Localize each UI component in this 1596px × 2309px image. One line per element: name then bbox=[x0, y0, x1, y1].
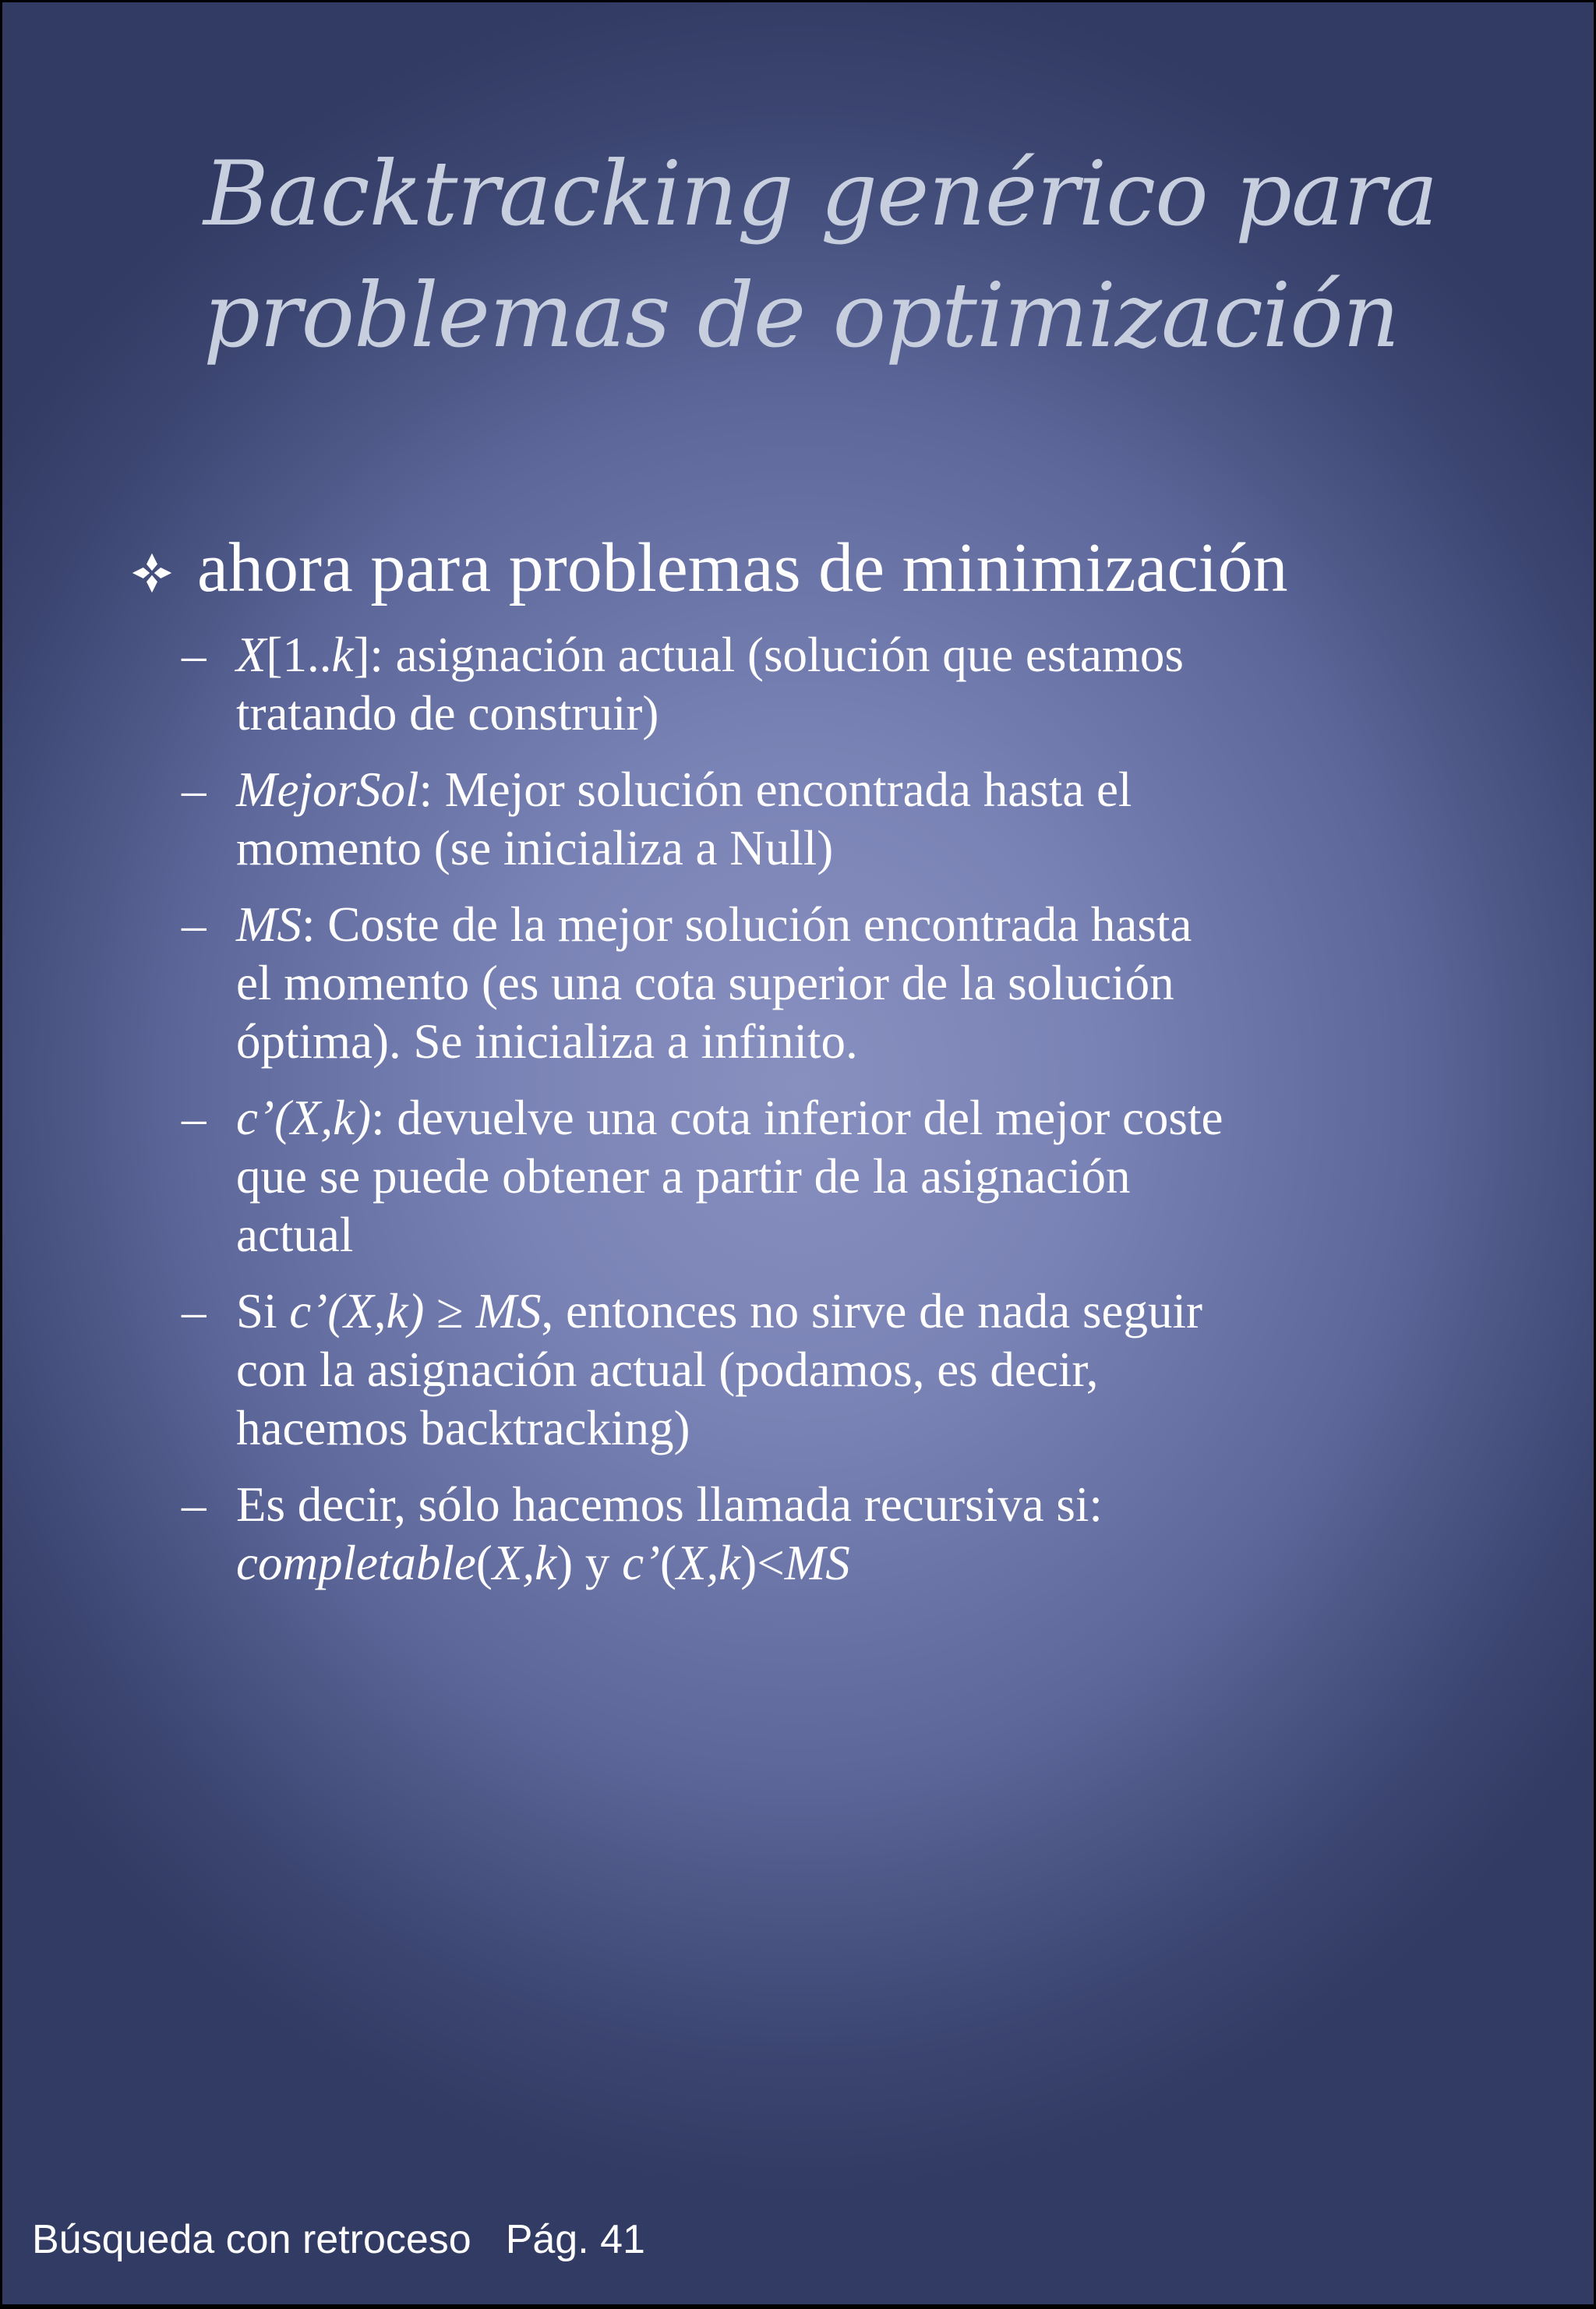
sub-bullet-line: completable(X,k) y c’(X,k)<MS bbox=[236, 1536, 850, 1590]
sub-bullet-line: con la asignación actual (podamos, es decir, bbox=[236, 1342, 1099, 1397]
dash-marker: – bbox=[182, 897, 207, 952]
sub-bullet-lower-bound bbox=[182, 1089, 1577, 1264]
sub-bullet-ms bbox=[182, 896, 1577, 1071]
dash-marker: – bbox=[182, 628, 207, 682]
page-number: Pág. 41 bbox=[505, 2217, 645, 2262]
diamond-bullet-icon bbox=[130, 551, 174, 595]
sub-bullet-mejorsol bbox=[182, 761, 1577, 878]
sub-bullet-line: que se puede obtener a partir de la asignación bbox=[236, 1149, 1131, 1204]
dash-marker: – bbox=[182, 1477, 207, 1532]
sub-bullet-line: el momento (es una cota superior de la solución bbox=[236, 956, 1174, 1010]
sub-bullet-line: hacemos backtracking) bbox=[236, 1401, 690, 1455]
sub-bullet-line: MS: Coste de la mejor solución encontrada hasta bbox=[236, 897, 1192, 952]
title-line-2: problemas de optimización bbox=[203, 263, 1400, 367]
sub-bullet-line: óptima). Se inicializa a infinito. bbox=[236, 1014, 858, 1069]
slide-title bbox=[203, 133, 1544, 377]
main-bullet-text: ahora para problemas de minimización bbox=[197, 529, 1288, 606]
dash-marker: – bbox=[182, 762, 207, 817]
sub-bullet-line: actual bbox=[236, 1208, 354, 1262]
sub-bullet-line: Es decir, sólo hacemos llamada recursiva si: bbox=[236, 1477, 1103, 1532]
sub-bullet-list bbox=[182, 626, 1577, 1611]
sub-bullet-line: MejorSol: Mejor solución encontrada hasta el bbox=[236, 762, 1132, 817]
sub-bullet-line: c’(X,k): devuelve una cota inferior del mejor coste bbox=[236, 1091, 1223, 1145]
dash-marker: – bbox=[182, 1284, 207, 1338]
sub-bullet-line: momento (se inicializa a Null) bbox=[236, 821, 834, 875]
sub-bullet-line: Si c’(X,k) ≥ MS, entonces no sirve de nada seguir bbox=[236, 1284, 1202, 1338]
slide-footer bbox=[32, 2216, 645, 2263]
sub-bullet-line: tratando de construir) bbox=[236, 686, 659, 741]
footer-section-title: Búsqueda con retroceso bbox=[32, 2217, 471, 2262]
title-line-1: Backtracking genérico para bbox=[203, 142, 1438, 246]
slide bbox=[2, 2, 1594, 2304]
sub-bullet-x bbox=[182, 626, 1577, 743]
dash-marker: – bbox=[182, 1091, 207, 1145]
sub-bullet-pruning bbox=[182, 1282, 1577, 1458]
sub-bullet-line: X[1..k]: asignación actual (solución que estamos bbox=[236, 628, 1184, 682]
sub-bullet-recursion bbox=[182, 1476, 1577, 1593]
